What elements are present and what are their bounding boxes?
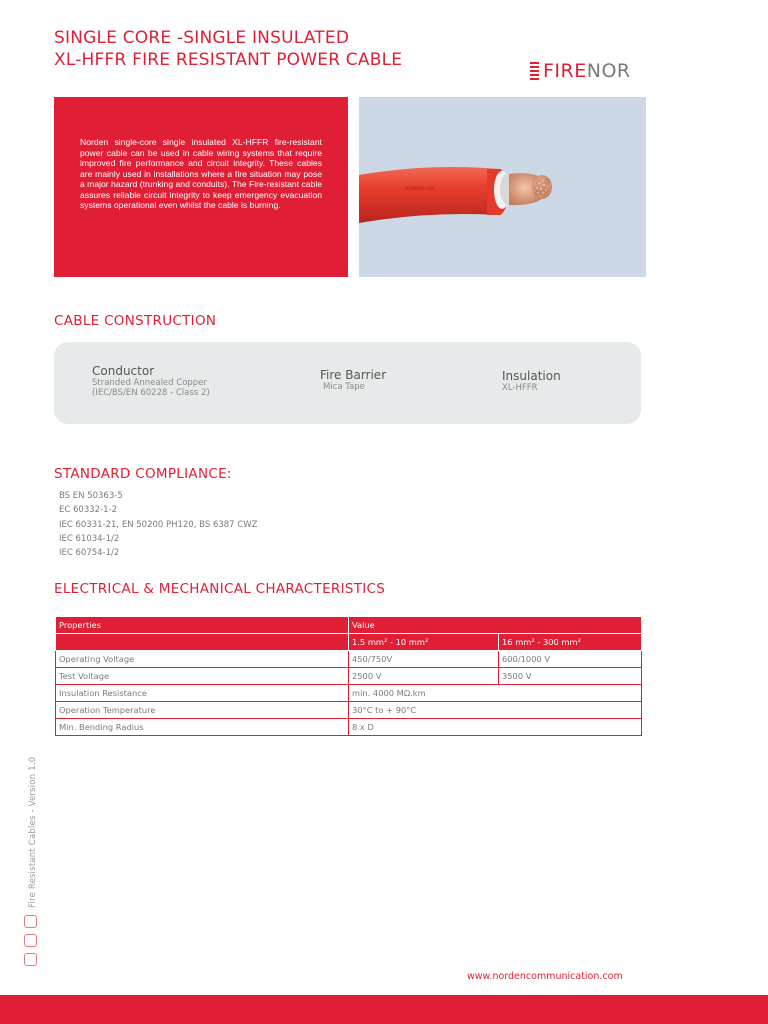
layer-desc: (IEC/BS/EN 60228 - Class 2) (92, 388, 210, 398)
table-row (56, 651, 642, 668)
row-property: Operating Voltage (56, 651, 349, 668)
eco-icons (24, 915, 37, 966)
cable-construction-heading: CABLE CONSTRUCTION (54, 313, 217, 329)
header-properties: Properties (56, 617, 349, 634)
side-version-label: Fire Resistant Cables - Version 1.0 (28, 756, 38, 908)
row-property: Operation Temperature (56, 702, 349, 719)
electrical-characteristics-heading: ELECTRICAL & MECHANICAL CHARACTERISTICS (54, 581, 386, 597)
cable-image (359, 97, 646, 277)
standard-item: EC 60332-1-2 (59, 505, 117, 516)
row-value: 8 x D (349, 719, 642, 736)
logo-bars-icon (530, 62, 539, 80)
leaf-icon (24, 934, 37, 947)
table-row (56, 702, 642, 719)
layer-desc: Mica Tape (323, 382, 365, 392)
row-property: Test Voltage (56, 668, 349, 685)
standard-item: IEC 60754-1/2 (59, 548, 120, 559)
intro-panel (54, 97, 348, 277)
table-subheader-row (56, 634, 642, 651)
table-header-row (56, 617, 642, 634)
layer-conductor (92, 364, 210, 398)
row-value: min. 4000 MΩ.km (349, 685, 642, 702)
standard-item: IEC 60331-21, EN 50200 PH120, BS 6387 CWZ (59, 519, 258, 530)
layer-desc: XL-HFFR (502, 383, 538, 393)
layer-desc: Stranded Annealed Copper (92, 378, 207, 388)
layer-name: Fire Barrier (320, 368, 387, 382)
construction-panel (54, 342, 641, 424)
globe-icon (24, 953, 37, 966)
title-line-1: SINGLE CORE -SINGLE INSULATED (54, 28, 350, 48)
layer-fire-barrier (320, 368, 386, 392)
layer-name: Insulation (502, 369, 561, 383)
standard-item: BS EN 50363-5 (59, 491, 123, 501)
row-value-small: 450/750V (349, 651, 499, 668)
website-link[interactable]: www.nordencommunication.com (467, 971, 623, 982)
logo-text-fire: FIRE (543, 60, 587, 82)
row-value-small: 2500 V (349, 668, 499, 685)
characteristics-table (55, 616, 642, 736)
header-range-large: 16 mm² - 300 mm² (499, 634, 642, 651)
header-range-small: 1.5 mm² - 10 mm² (349, 634, 499, 651)
layer-name: Conductor (92, 364, 155, 378)
title-line-2: XL-HFFR FIRE RESISTANT POWER CABLE (54, 49, 403, 70)
firenor-logo (530, 60, 631, 82)
row-property: Insulation Resistance (56, 685, 349, 702)
layer-insulation (502, 369, 561, 393)
cable-photo (359, 97, 646, 277)
footer-bar (0, 995, 768, 1024)
table-row (56, 685, 642, 702)
table-row (56, 668, 642, 685)
page-title (54, 28, 402, 71)
row-value-large: 3500 V (499, 668, 642, 685)
standard-item: IEC 61034-1/2 (59, 533, 120, 544)
header-value: Value (349, 617, 642, 634)
table-row (56, 719, 642, 736)
standard-compliance-heading: STANDARD COMPLIANCE: (54, 466, 232, 482)
header-empty (56, 634, 349, 651)
logo-text-nor: NOR (586, 60, 631, 82)
recycle-icon (24, 915, 37, 928)
row-value: 30°C to + 90°C (349, 702, 642, 719)
standards-list (59, 489, 257, 560)
row-value-large: 600/1000 V (499, 651, 642, 668)
cable-print-text: NORDEN LOC (405, 187, 436, 192)
row-property: Min. Bending Radius (56, 719, 349, 736)
intro-description: Norden single-core single insulated XL-HFFR fire-resistant power cable can be used in cable wiring systems that require improved fire performance and circuit integrity. These cables are mainly used in installations where a fire situation may pose a major hazard (trunking and conduits). The Fire-resistant cable assures reliable circuit integrity to keep emergency evacuation systems operational even whilst the cable is burning. (80, 137, 323, 210)
